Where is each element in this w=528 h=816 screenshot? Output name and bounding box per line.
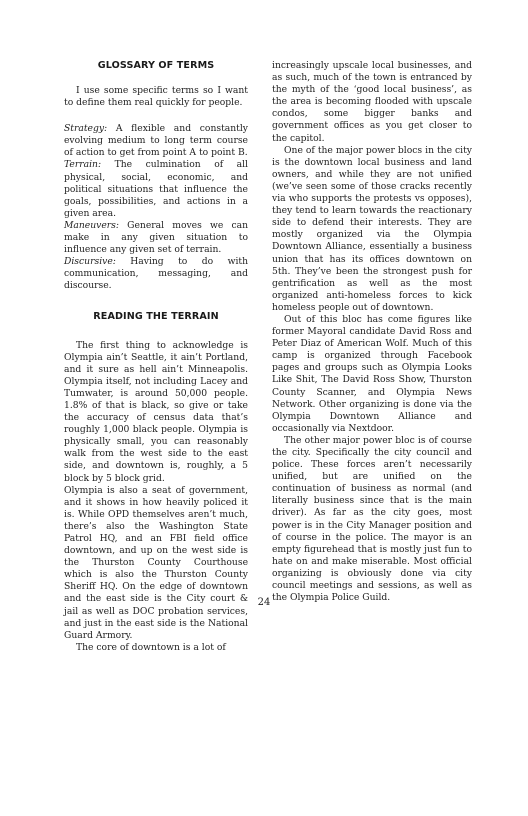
definition-discursive: Having to do with communication, messaging, and discourse. — [64, 256, 248, 292]
left-column — [64, 60, 248, 654]
term-terrain: Terrain: — [64, 159, 102, 171]
glossary-entry-maneuvers — [64, 220, 248, 256]
right-column — [272, 60, 472, 604]
page-number: 24 — [257, 597, 271, 608]
glossary-entry-terrain — [64, 159, 248, 219]
glossary-entry-discursive — [64, 256, 248, 292]
glossary-intro: I use some specific terms so I want to define them real quickly for people. — [64, 85, 248, 109]
glossary-heading: GLOSSARY OF TERMS — [97, 60, 215, 71]
definition-strategy: A flexible and constantly evolving medium to long term course of action to get from point A to point B. — [64, 123, 248, 159]
right-paragraph-2: One of the major power blocs in the city is the downtown local business and land owners, and while they are not unified (we’ve seen some of those cracks recently via who supports the protests vs opposes), they tend to learn towards the reactionary side to defend their interests. They are mostly organized via the Olympia Downtown Alliance, essentially a business union that has its offices downtown on 5th. They’ve been the strongest push for gentrification as well as the most organized anti-homeless forces to kick homeless people out of downtown. — [272, 144, 472, 313]
term-discursive: Discursive: — [64, 256, 116, 268]
terrain-paragraph-3: The core of downtown is a lot of — [76, 641, 226, 653]
term-maneuvers: Maneuvers: — [64, 219, 119, 231]
terrain-heading: READING THE TERRAIN — [93, 310, 219, 322]
right-paragraph-1: increasingly upscale local businesses, and as such, much of the town is entranced by the myth of the ‘good local business’, as the area is becoming flooded with upscale condos, some bigger banks and government offices as you get closer to the capitol. — [272, 60, 472, 144]
terrain-paragraph-2: Olympia is also a seat of government, and it shows in how heavily policed it is. While OPD themselves aren’t much, there’s also the Washington State Patrol HQ, and an FBI field office downtown, and up on the west side is the Thurston County Courthouse which is also the Thurston County Sheriff HQ. On the edge of downtown and the east side is the City court & jail as well as DOC probation services, and just in the east side is the National Guard Armory. — [64, 484, 248, 641]
term-strategy: Strategy: — [64, 123, 108, 135]
terrain-paragraph-1: The first thing to acknowledge is Olympia ain’t Seattle, it ain’t Portland, and it sure as hell ain’t Minneapolis. Olympia itself, not including Lacey and Tumwater, is around 50,000 people. 1.8% of that is black, so give or take the accuracy of census data that’s roughly 1,000 black people. Olympia is physically small, you can reasonably walk from the west side to the east side, and downtown is, roughly, a 5 block by 5 block grid. — [64, 339, 248, 484]
right-paragraph-3: Out of this bloc has come figures like former Mayoral candidate David Ross and Peter Diaz of American Wolf. Much of this camp is organized through Facebook pages and groups such as Olympia Looks Like Shit, The David Ross Show, Thurston County Scanner, and Olympia News Network. Other organizing is done via the Olympia Downtown Alliance and occasionally via Nextdoor. — [272, 313, 472, 434]
definition-maneuvers: General moves we can make in any given situation to influence any given set of terrain. — [64, 219, 248, 256]
glossary-entry-strategy — [64, 123, 248, 159]
right-paragraph-4: The other major power bloc is of course the city. Specifically the city council and police. These forces aren’t necessarily unified, but are unified on the continuation of business as normal (and literally business since that is the main driver). As far as the city goes, most power is in the City Manager position and of course in the police. The mayor is an empty figurehead that is mostly just fun to hate on and make miserable. Most official organizing is obviously done via city council meetings and sessions, as well as the Olympia Police Guild. — [272, 434, 472, 604]
definition-terrain: The culmination of all physical, social, economic, and political situations that influence the goals, possibilities, and actions in a given area. — [64, 159, 248, 219]
